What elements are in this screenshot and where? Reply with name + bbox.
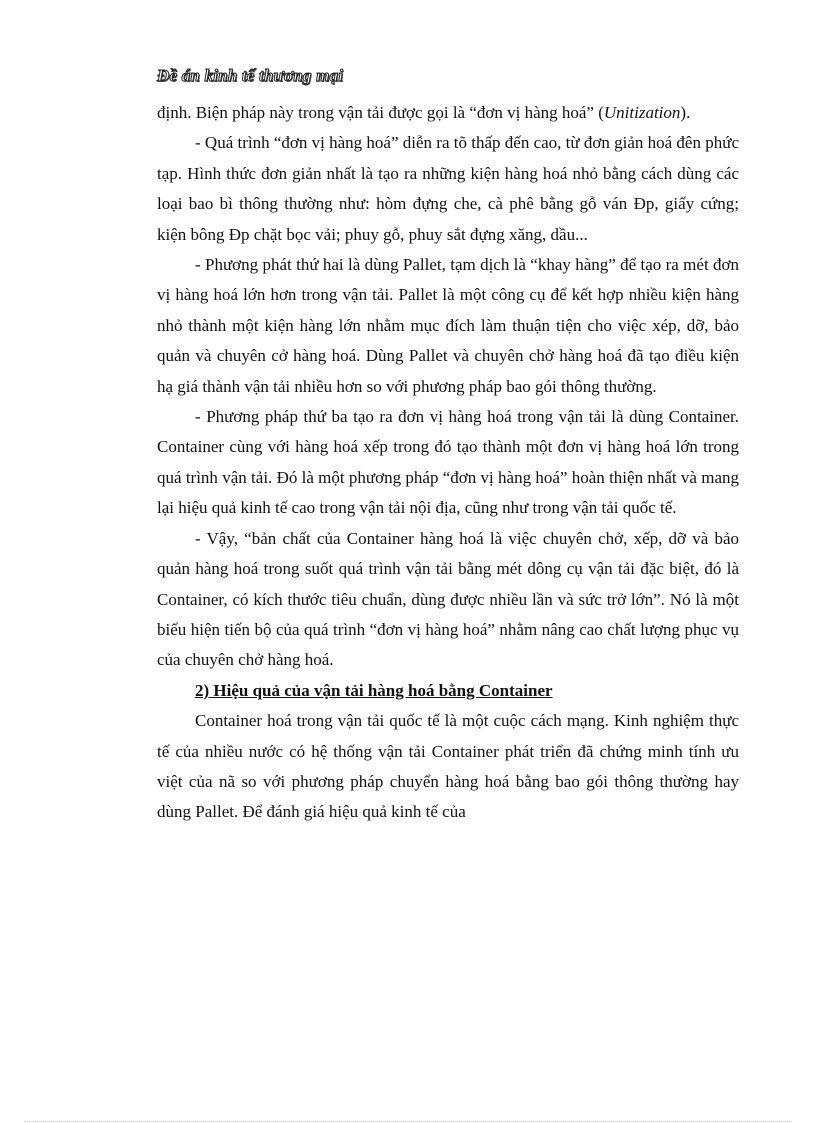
paragraph: - Vậy, “bản chất của Container hàng hoá là việc chuyên chở, xếp, dỡ và bảo quản hàng hoá trong suốt quá trình vận tải bằng mét dông cụ vận tải đặc biệt, đó là Container, có kích thước tiêu chuẩn, dùng được nhiều lần và sức trở lớn”. Nó là một biểu hiện tiến bộ của quá trình “đơn vị hàng hoá” nhằm nâng cao chất lượng phục vụ của chuyên chở hàng hoá. [157, 528, 739, 670]
paragraph: Container hoá trong vận tải quốc tế là một cuộc cách mạng. Kinh nghiệm thực tế của nhiều nước có hệ thống vận tải Container phát triển đã chứng minh tính ưu việt của nã so với phương pháp chuyển hàng hoá bằng bao gói thông thường hay dùng Pallet. Để đánh giá hiệu quả kinh tế của [157, 711, 739, 822]
paragraph-continuation [157, 98, 739, 128]
paragraph-text: định. Biện pháp này trong vận tải được gọi là “đơn vị hàng hoá” ( [157, 103, 604, 122]
document-body [157, 98, 739, 828]
paragraph: - Phương pháp thứ ba tạo ra đơn vị hàng hoá trong vận tải là dùng Container. Container cùng với hàng hoá xếp trong đó tạo thành một đơn vị hàng hoá lớn trong quá trình vận tải. Đó là một phương pháp “đơn vị hàng hoá” hoàn thiện nhất và mang lại hiệu quả kinh tế cao trong vận tải nội địa, cũng như trong vận tải quốc tế. [157, 407, 739, 518]
page-bottom-border [24, 1121, 792, 1122]
paragraph: - Quá trình “đơn vị hàng hoá” diễn ra tõ thấp đến cao, từ đơn giản hoá đên phức tạp. Hình thức đơn giản nhất là tạo ra những kiện hàng hoá nhỏ bằng cách dùng các loại bao bì thông thường như: hòm đựng che, cà phê bằng gỗ ván Đp, giấy cứng; kiện bông Đp chặt bọc vải; phuy gỗ, phuy sắt đựng xăng, dầu... [157, 133, 739, 244]
paragraph-text-end: ). [680, 103, 691, 122]
paragraph: - Phương phát thứ hai là dùng Pallet, tạm dịch là “khay hàng” để tạo ra mét đơn vị hàng hoá lớn hơn trong vận tải. Pallet là một công cụ để kết hợp nhiều kiện hàng nhỏ thành một kiện hàng lớn nhằm mục đích làm thuận tiện cho việc xép, dỡ, bảo quản và chuyên cở hàng hoá. Dùng Pallet và chuyên chở hàng hoá đã tạo điều kiện hạ giá thành vận tải nhiều hơn so với phương pháp bao gói thông thường. [157, 255, 739, 396]
running-header: Đề án kinh tế thương mại [157, 66, 344, 85]
section-heading: 2) Hiệu quả của vận tải hàng hoá bằng Container [195, 680, 553, 700]
italic-term: Unitization [603, 103, 681, 122]
